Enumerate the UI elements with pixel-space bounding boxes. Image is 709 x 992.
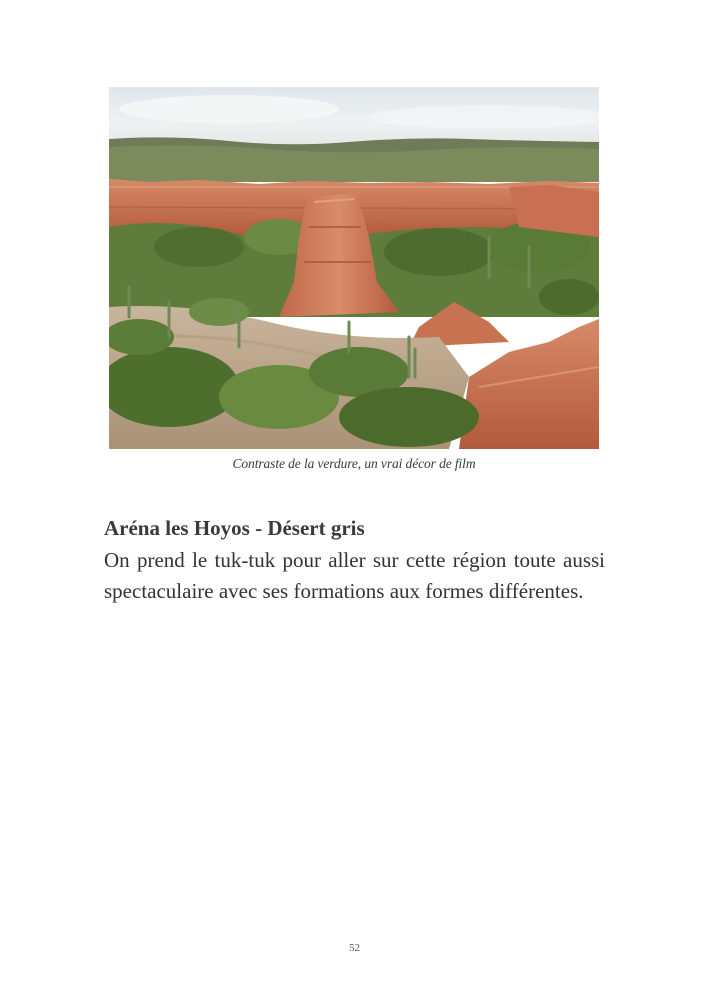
section-title: Aréna les Hoyos - Désert gris	[104, 516, 365, 540]
landscape-photo-graphic	[109, 87, 599, 449]
landscape-photo	[109, 87, 599, 449]
section-paragraph: On prend le tuk-tuk pour aller sur cette région toute aussi spectaculaire avec ses formations aux formes différentes.	[104, 548, 605, 603]
page-number: 52	[349, 942, 360, 954]
figure-caption: Contraste de la verdure, un vrai décor de film	[232, 456, 476, 471]
